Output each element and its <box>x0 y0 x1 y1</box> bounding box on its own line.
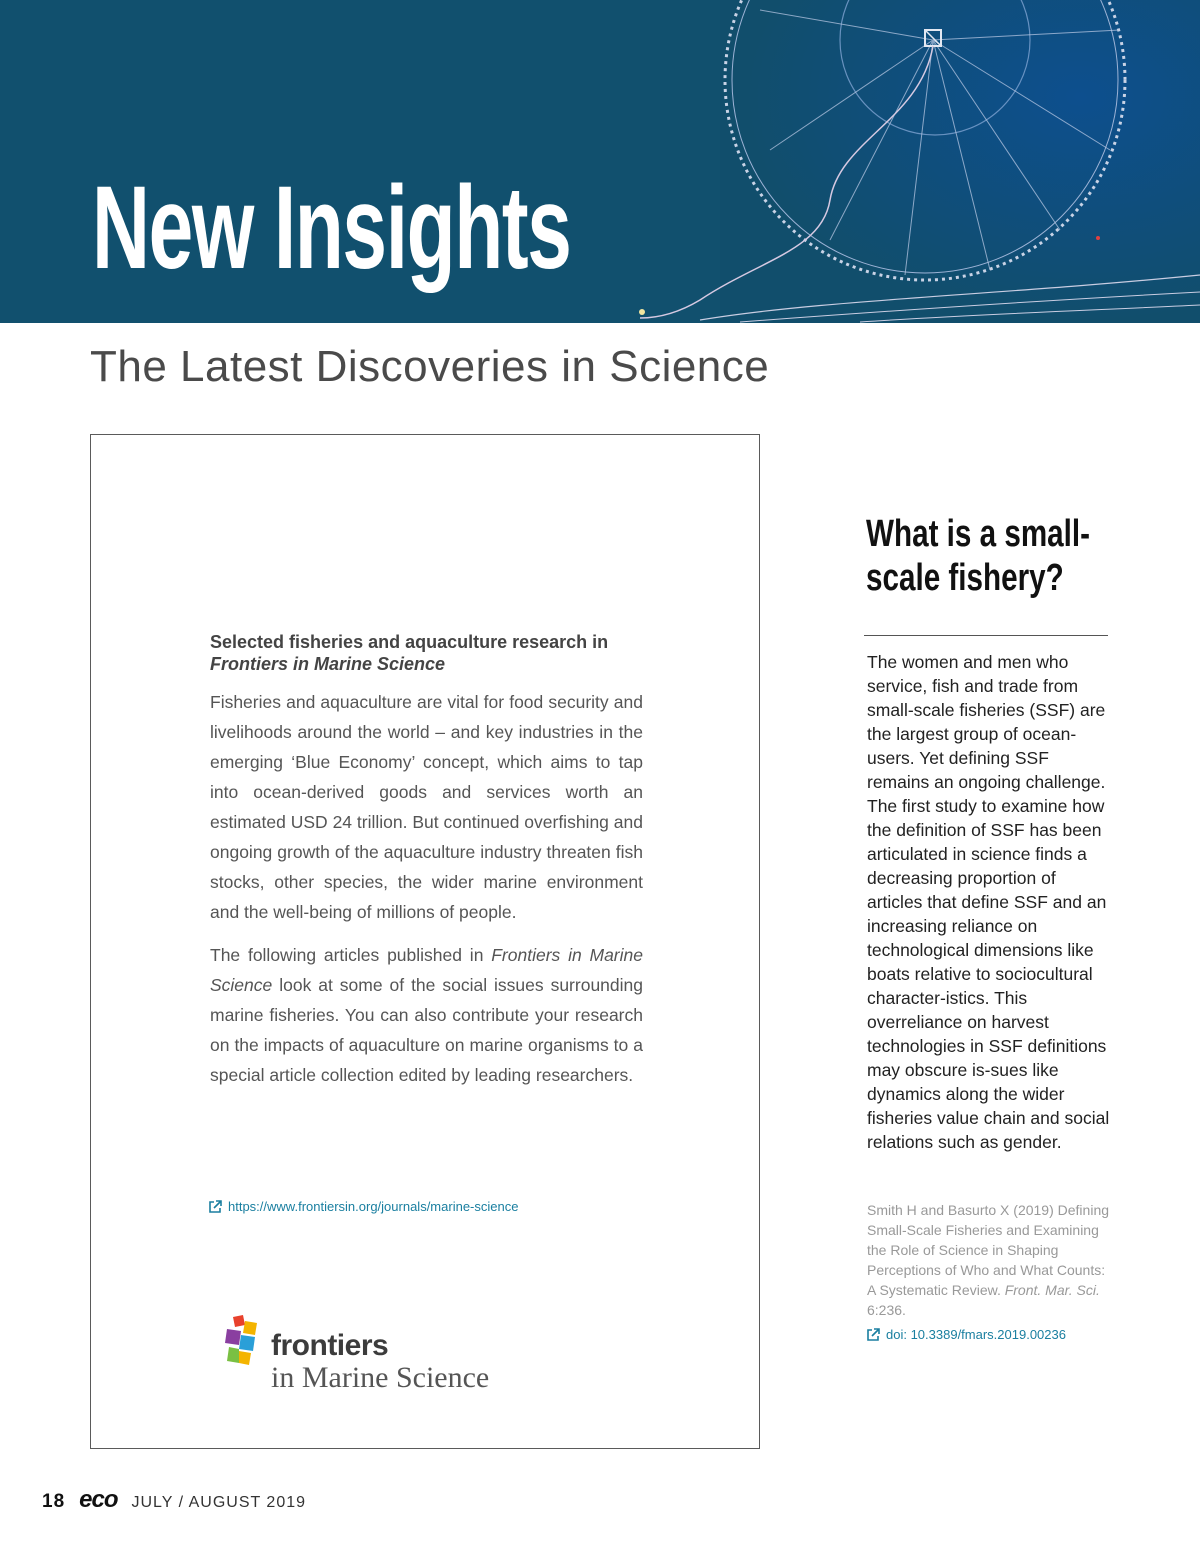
page-title: New Insights <box>92 162 571 294</box>
frontiers-logo-mark <box>225 1315 269 1367</box>
magazine-name: eco <box>79 1486 118 1513</box>
external-link-icon <box>208 1200 222 1214</box>
citation-journal: Front. Mar. Sci. <box>1004 1282 1100 1298</box>
frontiers-logo-subtitle: in Marine Science <box>271 1361 490 1394</box>
sidebar-heading-line-1: What is a small- <box>866 513 1091 555</box>
frontiers-logo <box>225 1315 525 1395</box>
sidebar-citation <box>867 1200 1112 1320</box>
page-number: 18 <box>42 1491 66 1512</box>
advert-paragraph-2-journal: Frontiers in Marine Science <box>210 945 643 995</box>
issue-date: JULY / AUGUST 2019 <box>131 1494 307 1511</box>
advert-paragraph-2 <box>210 940 643 1090</box>
sidebar-body: The women and men who service, fish and trade from small-scale fisheries (SSF) are the largest group of ocean-users. Yet defining SSF remains an ongoing challenge. The first study to examine how the definition of SSF has been articulated in science finds a decreasing proportion of articles that define SSF and an increasing reliance on technological dimensions like boats relative to sociocultural character-istics. This overreliance on harvest technologies in SSF definitions may obscure is-sues like dynamics along the wider fisheries value chain and social relations such as gender. <box>867 652 1110 1152</box>
frontiers-advert <box>90 434 760 1449</box>
frontiers-logo-word: frontiers <box>271 1329 389 1362</box>
journal-link[interactable] <box>208 1199 518 1214</box>
advert-heading-journal: Frontiers in Marine Science <box>210 654 446 674</box>
sidebar-heading-line-2: scale fishery? <box>866 557 1064 599</box>
external-link-icon <box>866 1328 880 1342</box>
advert-paragraph-1: Fisheries and aquaculture are vital for food security and livelihoods around the world – and key industries in the emerging ‘Blue Economy’ concept, which aims to tap into ocean-derived goods and services worth an estimated USD 24 trillion. But continued overfishing and ongoing growth of the aquaculture industry threaten fish stocks, other species, the wider marine environment and the well-being of millions of people. <box>210 692 643 922</box>
page-footer <box>42 1486 306 1514</box>
advert-paragraph-2-start: The following articles published in <box>210 945 492 965</box>
doi-link-text: doi: 10.3389/fmars.2019.00236 <box>886 1327 1066 1342</box>
sidebar-heading <box>866 512 1100 600</box>
section-subtitle: The Latest Discoveries in Science <box>90 342 770 391</box>
header-banner <box>0 0 1200 323</box>
journal-link-text: https://www.frontiersin.org/journals/marine-science <box>228 1199 519 1214</box>
advert-body <box>210 687 643 1103</box>
advert-heading <box>210 631 650 675</box>
citation-text: Smith H and Basurto X (2019) Defining Small-Scale Fisheries and Examining the Role of Science in Shaping Perceptions of Who and What Counts: A Systematic Review. <box>867 1202 1110 1298</box>
doi-link[interactable] <box>866 1327 1066 1342</box>
advert-paragraph-2-end: look at some of the social issues surrounding marine fisheries. You can also contribute your research on the impacts of aquaculture on marine organisms to a special article collection edited by leading researchers. <box>210 975 643 1085</box>
sidebar-divider <box>864 635 1108 636</box>
citation-volume: 6:236. <box>867 1302 906 1318</box>
advert-heading-text: Selected fisheries and aquaculture research in <box>210 632 609 652</box>
